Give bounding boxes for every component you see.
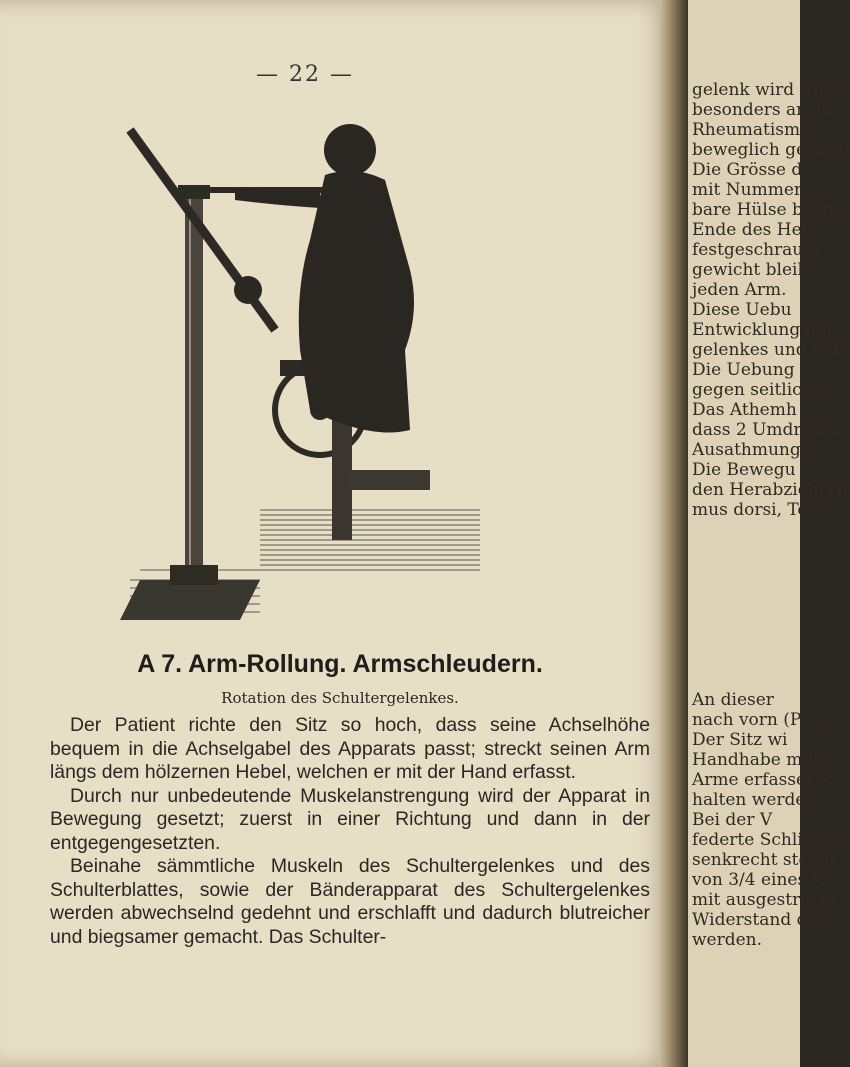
figure-title: A 7. Arm-Rollung. Armschleudern. <box>137 650 543 678</box>
seated-woman <box>235 124 414 433</box>
paragraph: Der Patient richte den Sitz so hoch, dass seine Achselhöhe bequem in die Achselgabel des Apparats passt; streckt seinen Arm längs dem hölzernen Hebel, welchen er mit der Hand erfasst. <box>50 714 650 783</box>
figure-subtitle: Rotation des Schultergelenkes. <box>221 689 459 707</box>
page-number: — 22 — <box>256 62 354 87</box>
footrest <box>350 470 430 490</box>
column <box>185 195 203 585</box>
facing-page-upper-text: gelenk wird freie besonders anzuw Rheumatismus, L beweglich geword Die Grösse d mit Nummern ve bare Hülse bestin Ende des Heb festgeschraubt gewicht bleibe. - jeden Arm. Diese Uebu Entwicklung der gelenkes und Sch Die Uebung gegen seitliche V Das Athemh dass 2 Umdrehun Ausathmung k Die Bewegu den Herabziehern mus dorsi, Teres <box>692 80 850 520</box>
book-gutter <box>660 0 688 1067</box>
base-plate <box>120 580 260 620</box>
apparatus-illustration <box>110 110 490 630</box>
knob <box>234 276 262 304</box>
body-text <box>50 714 650 949</box>
paragraph: Durch nur unbedeutende Muskelanstrengung wird der Apparat in Bewegung gesetzt; zuerst in einer Richtung und dann in der entgegengesetzten. <box>50 784 650 854</box>
paragraph: Beinahe sämmtliche Muskeln des Schultergelenkes und des Schulterblattes, sowie der Bänderapparat des Schultergelenkes werden abwechselnd gedehnt und erschlafft und dadurch blutreicher und biegsamer gemacht. Das Schulter- <box>50 855 650 948</box>
facing-page-lower-text: An dieser nach vorn (Pron Der Sitz wi Handhabe mit d Arme erfassen k halten werden. Bei der V federte Schliessb senkrecht stehen. von 3/4 eines K mit ausgestreckt Widerstand des werden. <box>692 690 846 950</box>
facing-page-fragment <box>688 0 850 1067</box>
